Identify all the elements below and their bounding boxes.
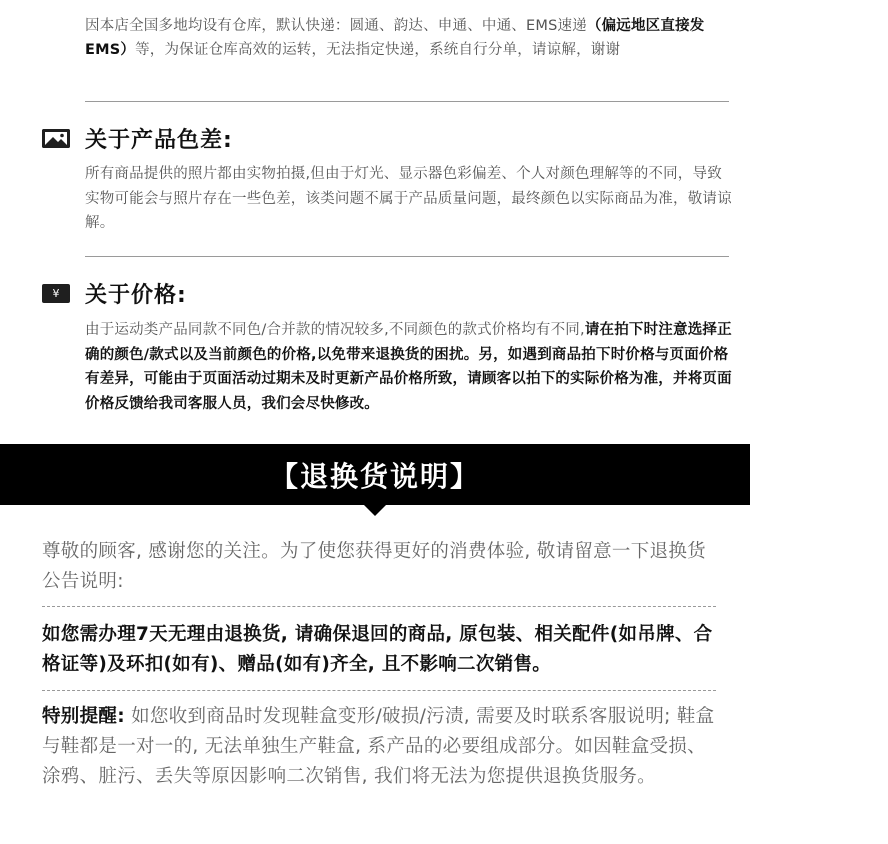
shipping-remote-note: （偏远地区直接发EMS） (85, 18, 705, 58)
price-section-body (85, 318, 733, 416)
color-section-header (42, 123, 233, 153)
banner-pointer (364, 505, 386, 516)
reminder-text: 如您收到商品时发现鞋盒变形/破损/污渍, 需要及时联系客服说明; 鞋盒与鞋都是一对一的, 无法单独生产鞋盒, 系产品的必要组成部分。如因鞋盒受损、涂鸦、脏污、丢失等原因影响二次销售, 我们将无法为您提供退换货服务。 (42, 706, 715, 787)
price-section-title: 关于价格: (85, 282, 187, 308)
returns-policy: 如您需办理7天无理由退换货, 请确保退回的商品, 原包装、相关配件(如吊牌、合格证等)及环扣(如有)、赠品(如有)齐全, 且不影响二次销售。 (42, 624, 713, 675)
dashed-divider (42, 606, 716, 607)
price-body-text: 由于运动类产品同款不同色/合并款的情况较多,不同颜色的款式价格均有不同, (85, 322, 585, 338)
yen-icon (42, 284, 70, 303)
returns-banner-title: 【退换货说明】 (269, 459, 480, 493)
color-section-title: 关于产品色差: (85, 127, 233, 153)
divider (85, 256, 729, 257)
returns-intro: 尊敬的顾客, 感谢您的关注。为了使您获得更好的消费体验, 敬请留意一下退换货公告说明: (42, 541, 706, 592)
returns-banner (0, 444, 750, 505)
image-icon (42, 129, 70, 148)
shipping-text-after: 等，为保证仓库高效的运转，无法指定快递，系统自行分单，请谅解，谢谢 (135, 42, 621, 58)
returns-reminder (42, 702, 722, 792)
color-section-body: 所有商品提供的照片都由实物拍摄,但由于灯光、显示器色彩偏差、个人对颜色理解等的不同，导致实物可能会与照片存在一些色差，该类问题不属于产品质量问题，最终颜色以实际商品为准，敬请谅解。 (85, 166, 732, 231)
shipping-text: 因本店全国多地均设有仓库，默认快递：圆通、韵达、申通、中通、EMS速递 (85, 18, 587, 34)
yen-glyph: ¥ (52, 286, 60, 300)
divider (85, 101, 729, 102)
price-section-header (42, 278, 187, 308)
price-body-bold: 请在拍下时注意选择正确的颜色/款式以及当前颜色的价格,以免带来退换货的困扰。另，如遇到商品拍下时价格与页面价格有差异，可能由于页面活动过期未及时更新产品价格所致，请顾客以拍下的实际价格为准，并将页面价格反馈给我司客服人员，我们会尽快修改。 (85, 322, 732, 412)
shipping-notice (85, 14, 733, 62)
dashed-divider (42, 690, 716, 691)
reminder-label: 特别提醒: (42, 706, 125, 727)
